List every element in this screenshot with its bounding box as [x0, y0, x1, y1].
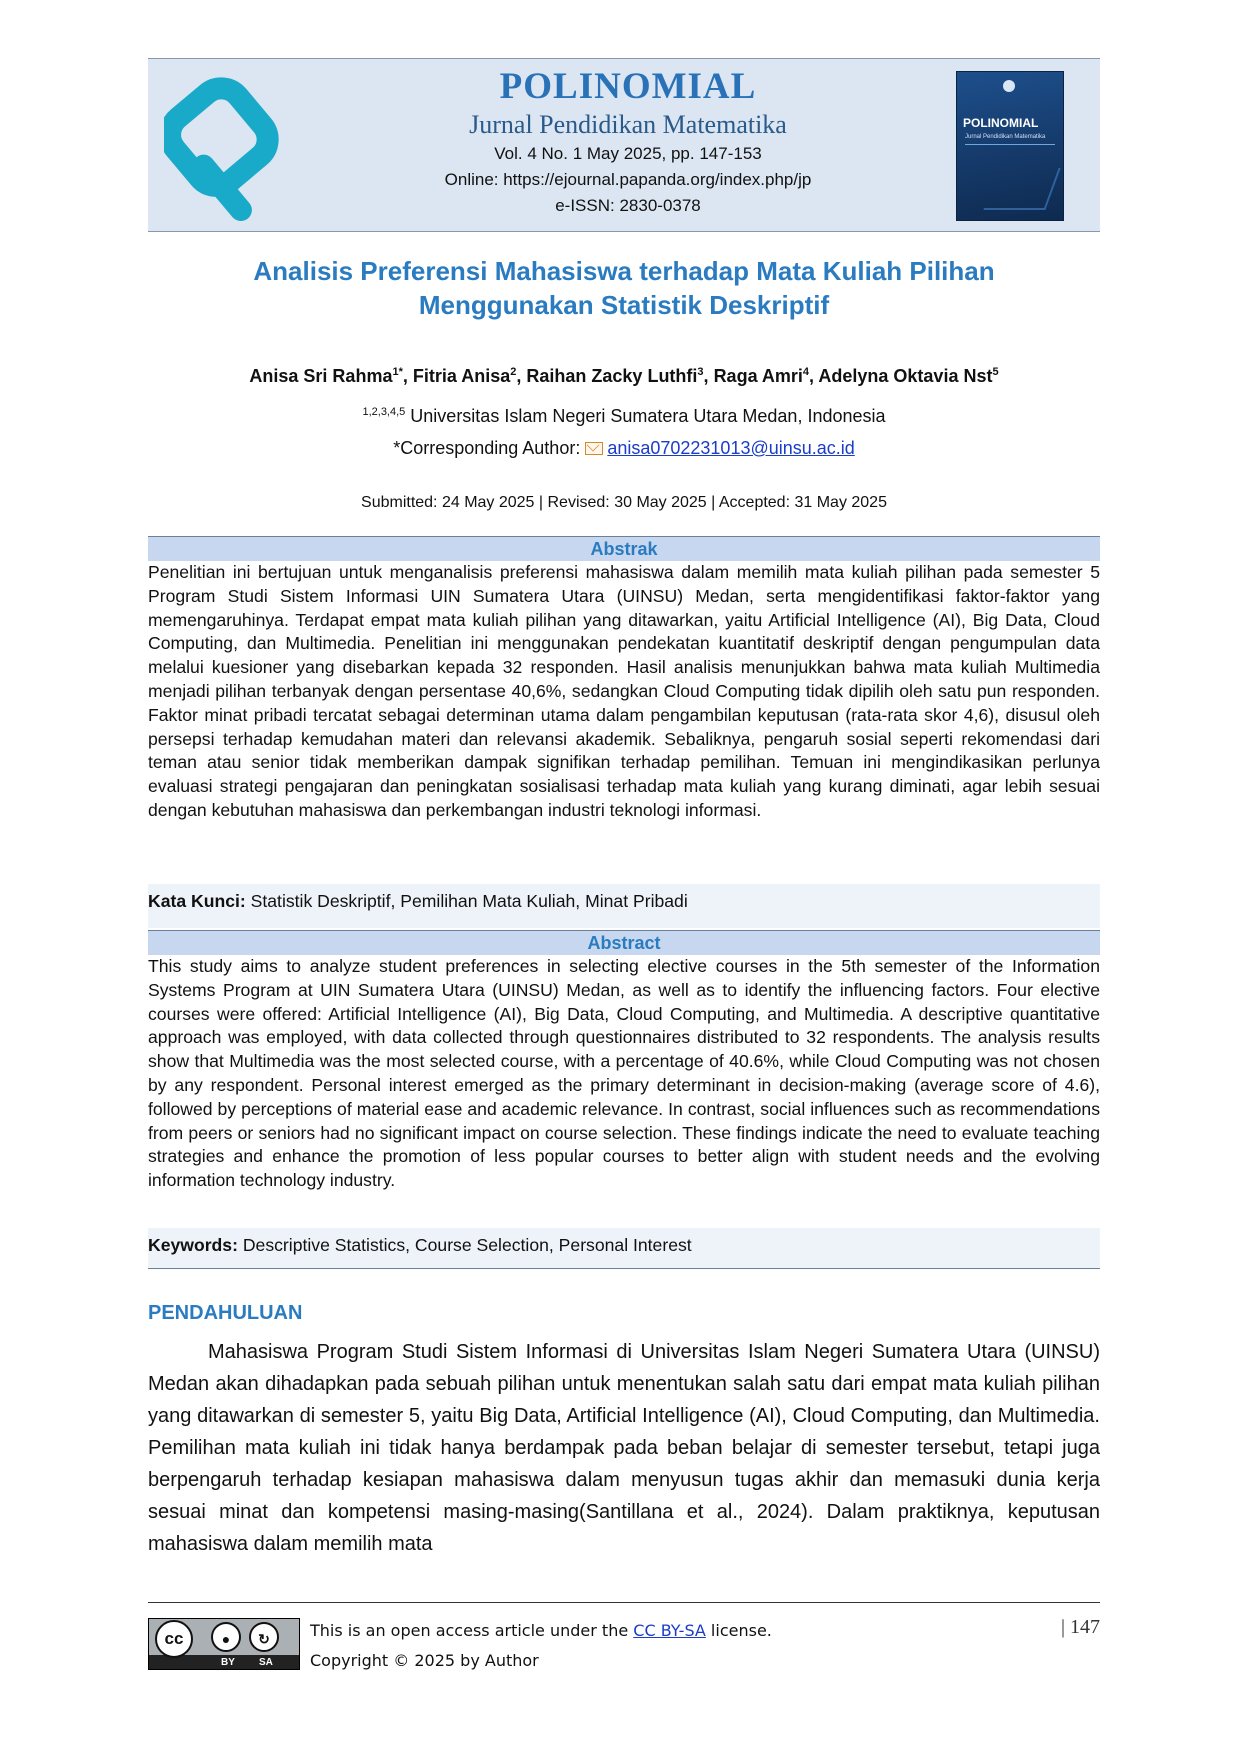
online-url: Online: https://ejournal.papanda.org/index.php/jp: [444, 170, 812, 189]
license-suffix: license.: [705, 1621, 772, 1640]
author-mark: 1*: [392, 366, 403, 378]
journal-subtitle: Jurnal Pendidikan Matematika: [469, 110, 787, 139]
journal-logo-icon: [164, 73, 294, 223]
copyright-line: Copyright © 2025 by Author: [310, 1651, 539, 1670]
author-name: Raihan Zacky Luthfi: [526, 366, 698, 386]
author-sep: ,: [402, 366, 413, 386]
author-mark: 4: [802, 366, 810, 378]
license-line: [310, 1616, 772, 1646]
keywords-label: Keywords:: [148, 1235, 238, 1255]
footer-license: [310, 1616, 772, 1676]
author-mark: 5: [992, 366, 999, 378]
cc-icon: cc: [155, 1620, 193, 1658]
volume-info: Vol. 4 No. 1 May 2025, pp. 147-153: [494, 144, 762, 163]
abstract-text: [148, 955, 1100, 1193]
author-name: Anisa Sri Rahma: [249, 366, 393, 386]
keywords-text: Statistik Deskriptif, Pemilihan Mata Kuliah, Minat Pribadi: [245, 891, 688, 911]
abstract-paragraph: This study aims to analyze student preferences in selecting elective courses in the 5th semester of the Information Systems Program at UIN Sumatera Utara (UINSU) Medan, as well as to identify the influencing factors. Four elective courses were offered: Artificial Intelligence (AI), Big Data, Cloud Computing, and Multimedia. A descriptive quantitative approach was employed, with data collected through questionnaires distributed to 32 respondents. The analysis results show that Multimedia was the most selected course, with a percentage of 40.6%, while Cloud Computing was not chosen by any respondent. Personal interest emerged as the primary determinant in decision-making (average score of 4.6), followed by perceptions of material ease and academic relevance. In contrast, social influences such as recommendations from peers or seniors had no significant impact on course selection. These findings indicate the need to evaluate teaching strategies and enhance the promotion of less popular courses to better align with student needs and the evolving information technology industry.: [148, 956, 1100, 1191]
license-prefix: This is an open access article under the: [310, 1621, 634, 1640]
abstract-keywords: [148, 1228, 1100, 1268]
corresponding-email-link[interactable]: anisa0702231013@uinsu.ac.id: [607, 438, 855, 458]
author-name: Raga Amri: [713, 366, 803, 386]
by-label: BY: [221, 1657, 235, 1668]
by-person-icon: ●: [211, 1622, 241, 1652]
section-body: Mahasiswa Program Studi Sistem Informasi di Universitas Islam Negeri Sumatera Utara (UINSU) Medan akan dihadapkan pada sebuah pilihan untuk menentukan salah satu dari empat mata kuliah pilihan yang ditawarkan di semester 5, yaitu Big Data, Artificial Intelligence (AI), Cloud Computing, dan Multimedia. Pemilihan mata kuliah ini tidak hanya berdampak pada beban belajar di semester tersebut, tetapi juga berpengaruh terhadap kesiapan mahasiswa dalam menyusun tugas akhir dan memasuki dunia kerja sesuai minat dan kompetensi masing-masing(Santillana et al., 2024). Dalam praktiknya, keputusan mahasiswa dalam memilih mata: [148, 1341, 1100, 1555]
abstract-bottom-rule: [148, 1268, 1100, 1269]
corresponding-label: *Corresponding Author:: [393, 438, 586, 458]
abstract-heading: Abstract: [148, 930, 1100, 956]
journal-cover-image: [956, 71, 1064, 221]
cover-subtitle: Jurnal Pendidikan Matematika: [965, 134, 1046, 140]
paper-title-line: Menggunakan Statistik Deskriptif: [418, 290, 830, 320]
cover-decoration: [983, 168, 1060, 210]
cc-by-sa-badge[interactable]: [148, 1618, 300, 1670]
corresponding-author: [148, 436, 1100, 460]
abstrak-text: [148, 561, 1100, 823]
cover-emblem-icon: [1003, 80, 1015, 92]
section-heading: PENDAHULUAN: [148, 1302, 303, 1324]
author-list: [148, 360, 1100, 388]
affiliation: [148, 400, 1100, 428]
journal-name: POLINOMIAL: [499, 66, 757, 107]
cover-title: POLINOMIAL: [963, 116, 1039, 130]
license-link[interactable]: CC BY-SA: [633, 1621, 706, 1640]
author-sep: ,: [809, 366, 819, 386]
author-mark: 3: [697, 366, 704, 378]
keywords-label: Kata Kunci:: [148, 891, 246, 911]
paper-title-line: Analisis Preferensi Mahasiswa terhadap Mata Kuliah Pilihan: [253, 256, 995, 286]
author-name: Fitria Anisa: [412, 366, 511, 386]
journal-header: [148, 58, 1100, 232]
abstrak-paragraph: Penelitian ini bertujuan untuk menganalisis preferensi mahasiswa dalam memilih mata kuliah pilihan pada semester 5 Program Studi Sistem Informasi UIN Sumatera Utara (UINSU) Medan, serta mengidentifikasi faktor-faktor yang memengaruhinya. Terdapat empat mata kuliah pilihan yang ditawarkan, yaitu Artificial Intelligence (AI), Big Data, Cloud Computing, dan Multimedia. Penelitian ini menggunakan pendekatan kuantitatif deskriptif dengan pengumpulan data melalui kuesioner yang disebarkan kepada 32 responden. Hasil analisis menunjukkan bahwa mata kuliah Multimedia menjadi pilihan terbanyak dengan persentase 40,6%, sedangkan Cloud Computing tidak dipilih oleh satu pun responden. Faktor minat pribadi tercatat sebagai determinan utama dalam pengambilan keputusan (rata-rata skor 4,6), disusul oleh persepsi terhadap kemudahan materi dan relevansi akademik. Sebaliknya, pengaruh sosial seperti rekomendasi dari teman atau senior tidak memberikan dampak signifikan terhadap pemilihan. Temuan ini mengindikasikan perlunya evaluasi strategi pengajaran dan peningkatan sosialisasi terhadap mata kuliah yang kurang diminati, agar lebih sesuai dengan kebutuhan mahasiswa dan perkembangan industri teknologi informasi.: [148, 562, 1100, 820]
abstrak-keywords: [148, 884, 1100, 928]
author-sep: ,: [516, 366, 527, 386]
submission-dates: Submitted: 24 May 2025 | Revised: 30 May 2025 | Accepted: 31 May 2025: [361, 494, 887, 511]
abstrak-heading: Abstrak: [148, 536, 1100, 562]
affiliation-marks: 1,2,3,4,5: [362, 406, 406, 418]
issn: e-ISSN: 2830-0378: [555, 196, 701, 215]
sa-share-icon: ↻: [249, 1622, 279, 1652]
footer-rule: [148, 1602, 1100, 1603]
author-mark: 2: [510, 366, 517, 378]
sa-label: SA: [259, 1657, 273, 1668]
page-number: | 147: [1060, 1616, 1100, 1638]
keywords-text: Descriptive Statistics, Course Selection, Personal Interest: [237, 1235, 692, 1255]
masthead: [348, 65, 908, 219]
mail-icon: [585, 442, 603, 455]
author-sep: ,: [703, 366, 714, 386]
author-name: Adelyna Oktavia Nst: [818, 366, 993, 386]
affiliation-text: Universitas Islam Negeri Sumatera Utara Medan, Indonesia: [405, 406, 886, 426]
cover-divider: [965, 144, 1055, 145]
paper-title: [148, 254, 1100, 322]
